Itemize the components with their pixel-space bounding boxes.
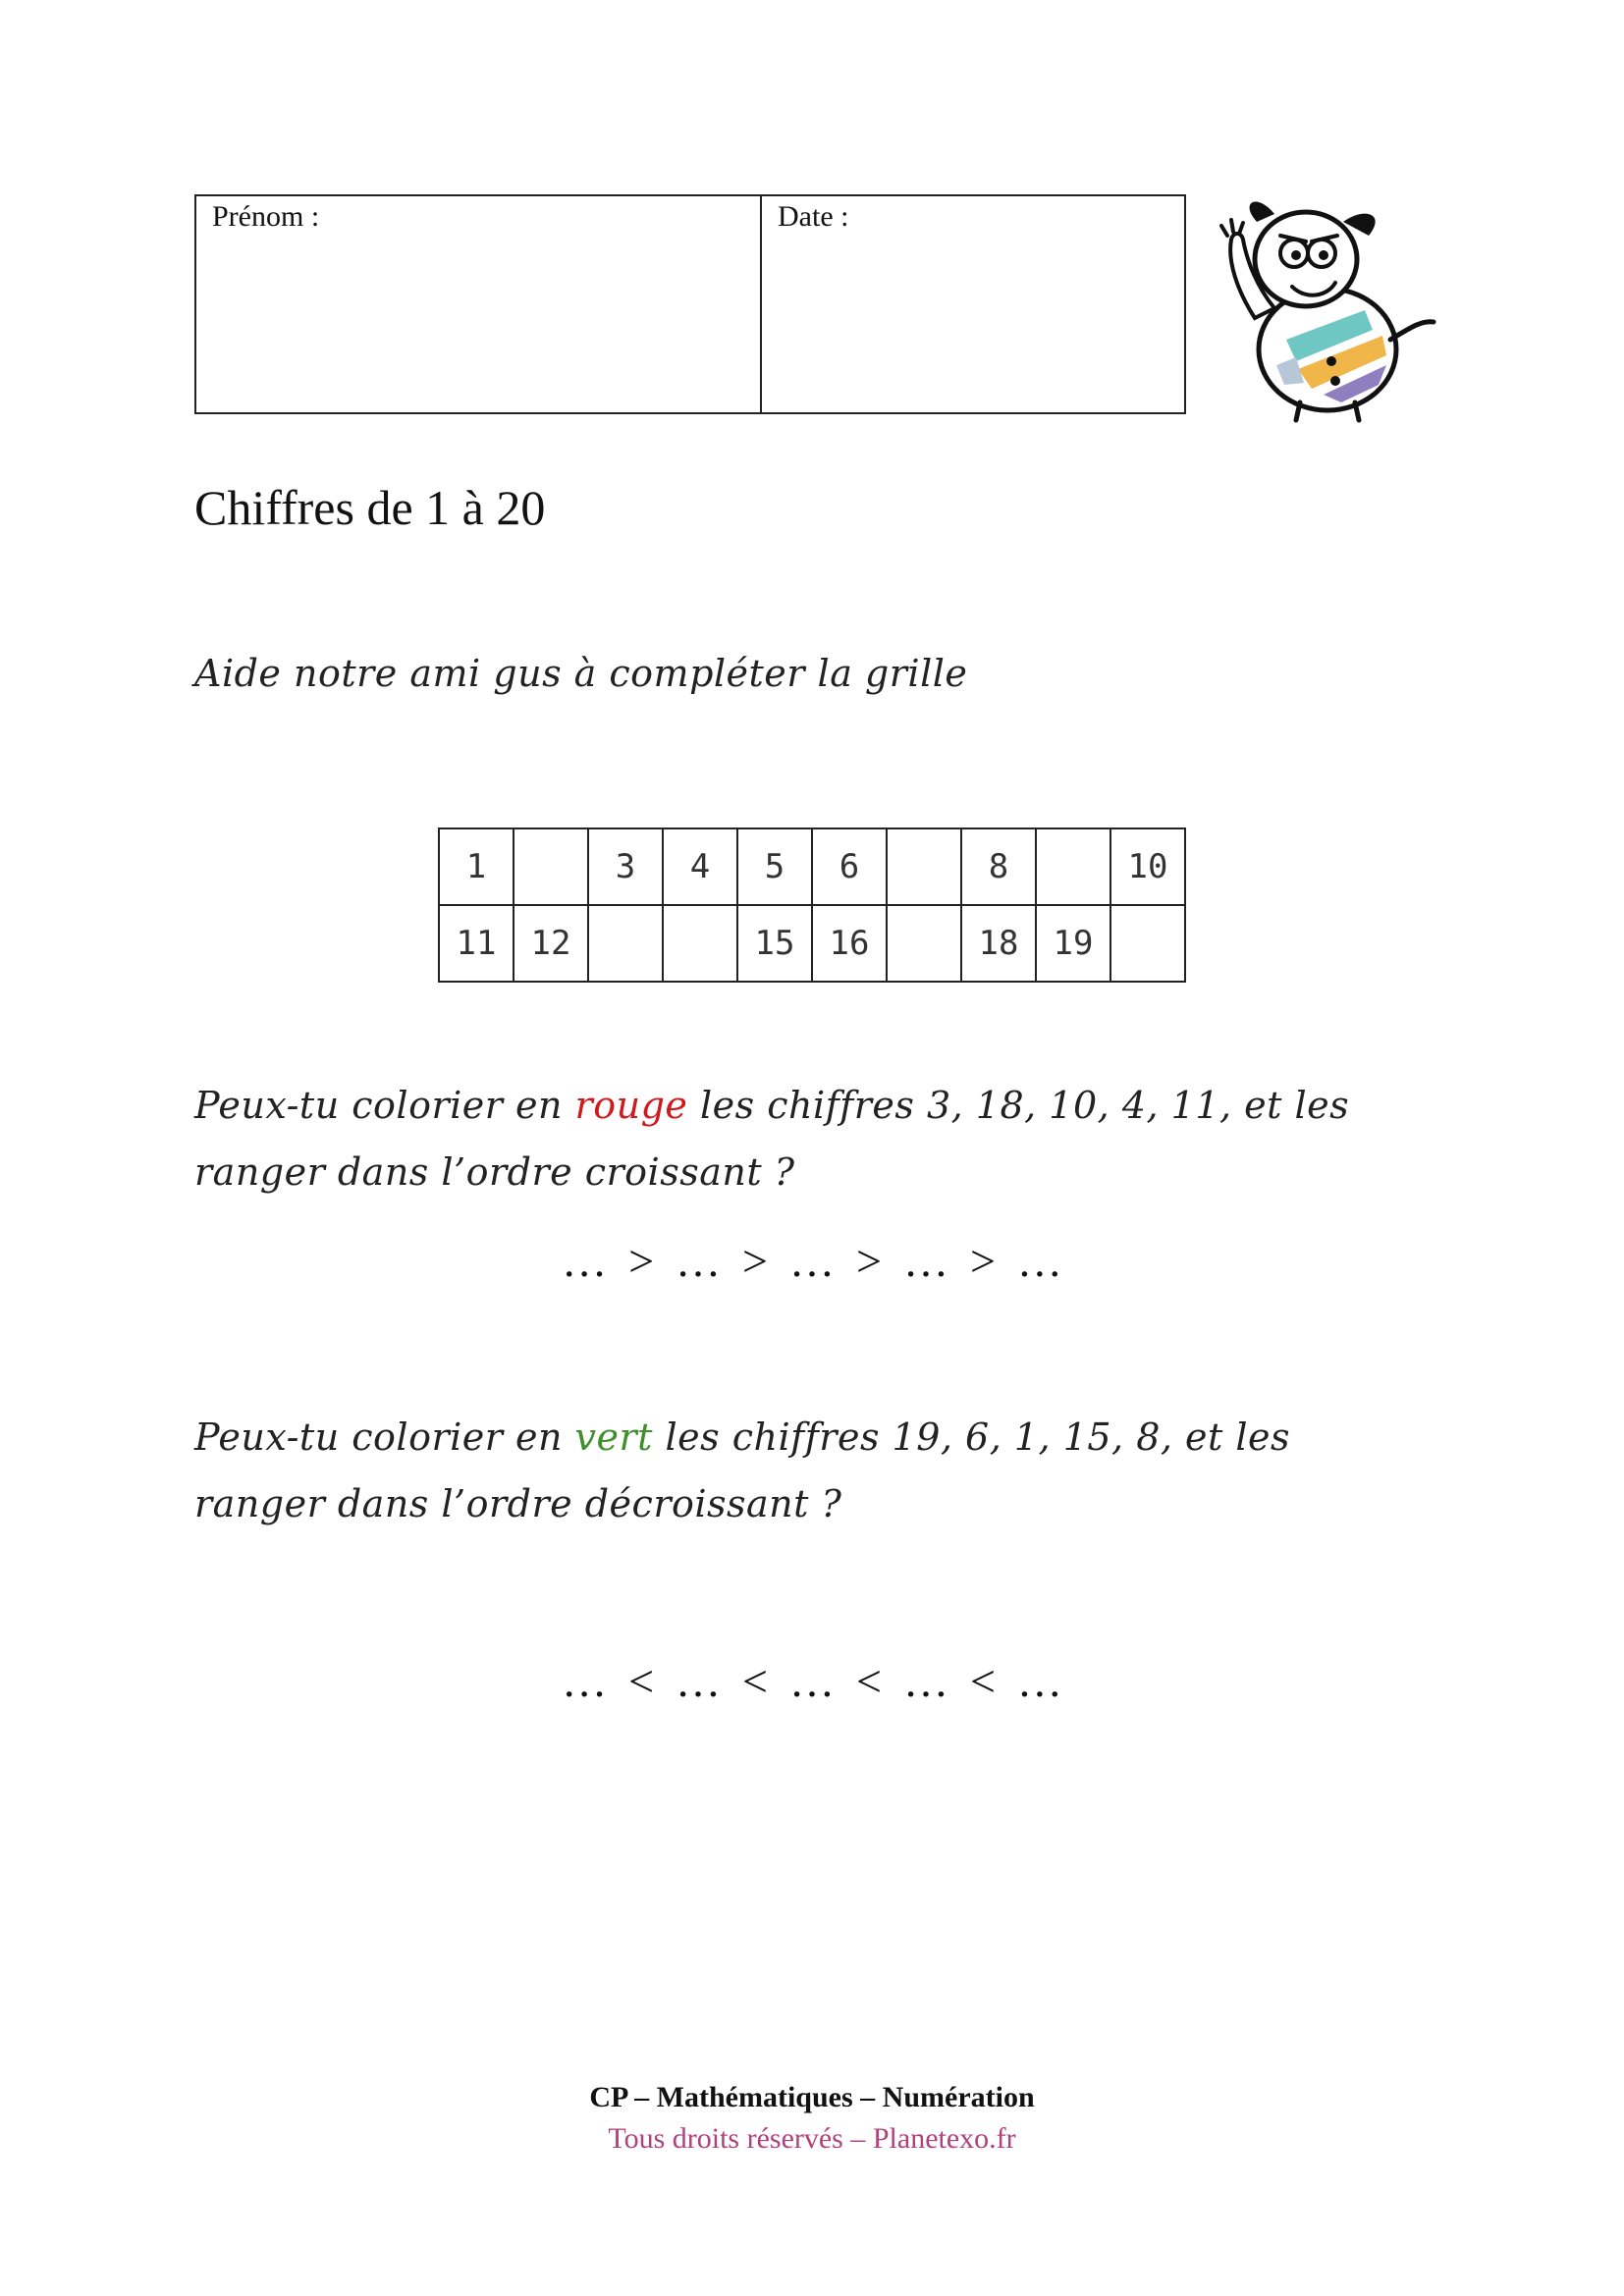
footer-copyright: Tous droits réservés – Planetexo.fr: [608, 2122, 1016, 2155]
date-field[interactable]: [762, 196, 1184, 412]
student-info-box: [194, 194, 1186, 414]
page-title: Chiffres de 1 à 20: [194, 480, 546, 535]
question-ascending-start: Peux-tu colorier en: [194, 1084, 575, 1127]
question-descending-start: Peux-tu colorier en: [194, 1415, 575, 1459]
order-blank[interactable]: …: [902, 1656, 948, 1706]
grid-cell[interactable]: 16: [812, 905, 887, 982]
grid-cell[interactable]: [1110, 905, 1185, 982]
order-blank[interactable]: …: [902, 1236, 948, 1286]
grid-cell[interactable]: 3: [588, 828, 663, 905]
footer-subject: CP – Mathématiques – Numération: [589, 2081, 1035, 2113]
grid-cell[interactable]: [588, 905, 663, 982]
grid-row-1: [439, 828, 1185, 905]
question-descending-end: les chiffres 19, 6, 1, 15, 8, et les ranger dans l’ordre décroissant ?: [194, 1415, 1291, 1525]
order-blank[interactable]: …: [562, 1236, 608, 1286]
gus-mascot-illustration: [1218, 192, 1443, 424]
descending-order-row: [0, 1655, 1624, 1707]
order-blank[interactable]: …: [789, 1236, 835, 1286]
grid-row-2: [439, 905, 1185, 982]
order-blank[interactable]: …: [562, 1656, 608, 1706]
date-label: Date :: [778, 200, 849, 233]
greater-than-symbol: >: [628, 1236, 655, 1286]
grid-cell[interactable]: 8: [961, 828, 1036, 905]
prenom-label: Prénom :: [212, 200, 320, 233]
color-word-red: rouge: [574, 1084, 688, 1127]
grid-cell[interactable]: 10: [1110, 828, 1185, 905]
less-than-symbol: <: [969, 1656, 996, 1706]
order-blank[interactable]: …: [676, 1656, 722, 1706]
grid-cell[interactable]: [514, 828, 588, 905]
grid-cell[interactable]: [887, 905, 961, 982]
order-blank[interactable]: …: [1016, 1236, 1062, 1286]
grid-cell[interactable]: 12: [514, 905, 588, 982]
greater-than-symbol: >: [856, 1236, 882, 1286]
grid-cell[interactable]: 18: [961, 905, 1036, 982]
grid-cell[interactable]: 1: [439, 828, 514, 905]
number-grid: [438, 828, 1186, 983]
grid-cell[interactable]: 15: [737, 905, 812, 982]
grid-cell[interactable]: 4: [663, 828, 737, 905]
question-descending: [194, 1404, 1432, 1537]
question-ascending-end: les chiffres 3, 18, 10, 4, 11, et les ranger dans l’ordre croissant ?: [194, 1084, 1350, 1194]
order-blank[interactable]: …: [789, 1656, 835, 1706]
grid-cell[interactable]: [1036, 828, 1110, 905]
order-blank[interactable]: …: [1016, 1656, 1062, 1706]
color-word-green: vert: [574, 1415, 653, 1459]
greater-than-symbol: >: [969, 1236, 996, 1286]
ascending-order-row: [0, 1235, 1624, 1287]
grid-instruction: Aide notre ami gus à compléter la grille: [194, 652, 968, 695]
prenom-field[interactable]: [196, 196, 762, 412]
greater-than-symbol: >: [742, 1236, 768, 1286]
less-than-symbol: <: [856, 1656, 882, 1706]
grid-cell[interactable]: [663, 905, 737, 982]
grid-cell[interactable]: 11: [439, 905, 514, 982]
grid-cell[interactable]: 19: [1036, 905, 1110, 982]
grid-cell[interactable]: 5: [737, 828, 812, 905]
less-than-symbol: <: [628, 1656, 655, 1706]
grid-cell[interactable]: 6: [812, 828, 887, 905]
order-blank[interactable]: …: [676, 1236, 722, 1286]
grid-cell[interactable]: [887, 828, 961, 905]
less-than-symbol: <: [742, 1656, 768, 1706]
question-ascending: [194, 1072, 1432, 1205]
